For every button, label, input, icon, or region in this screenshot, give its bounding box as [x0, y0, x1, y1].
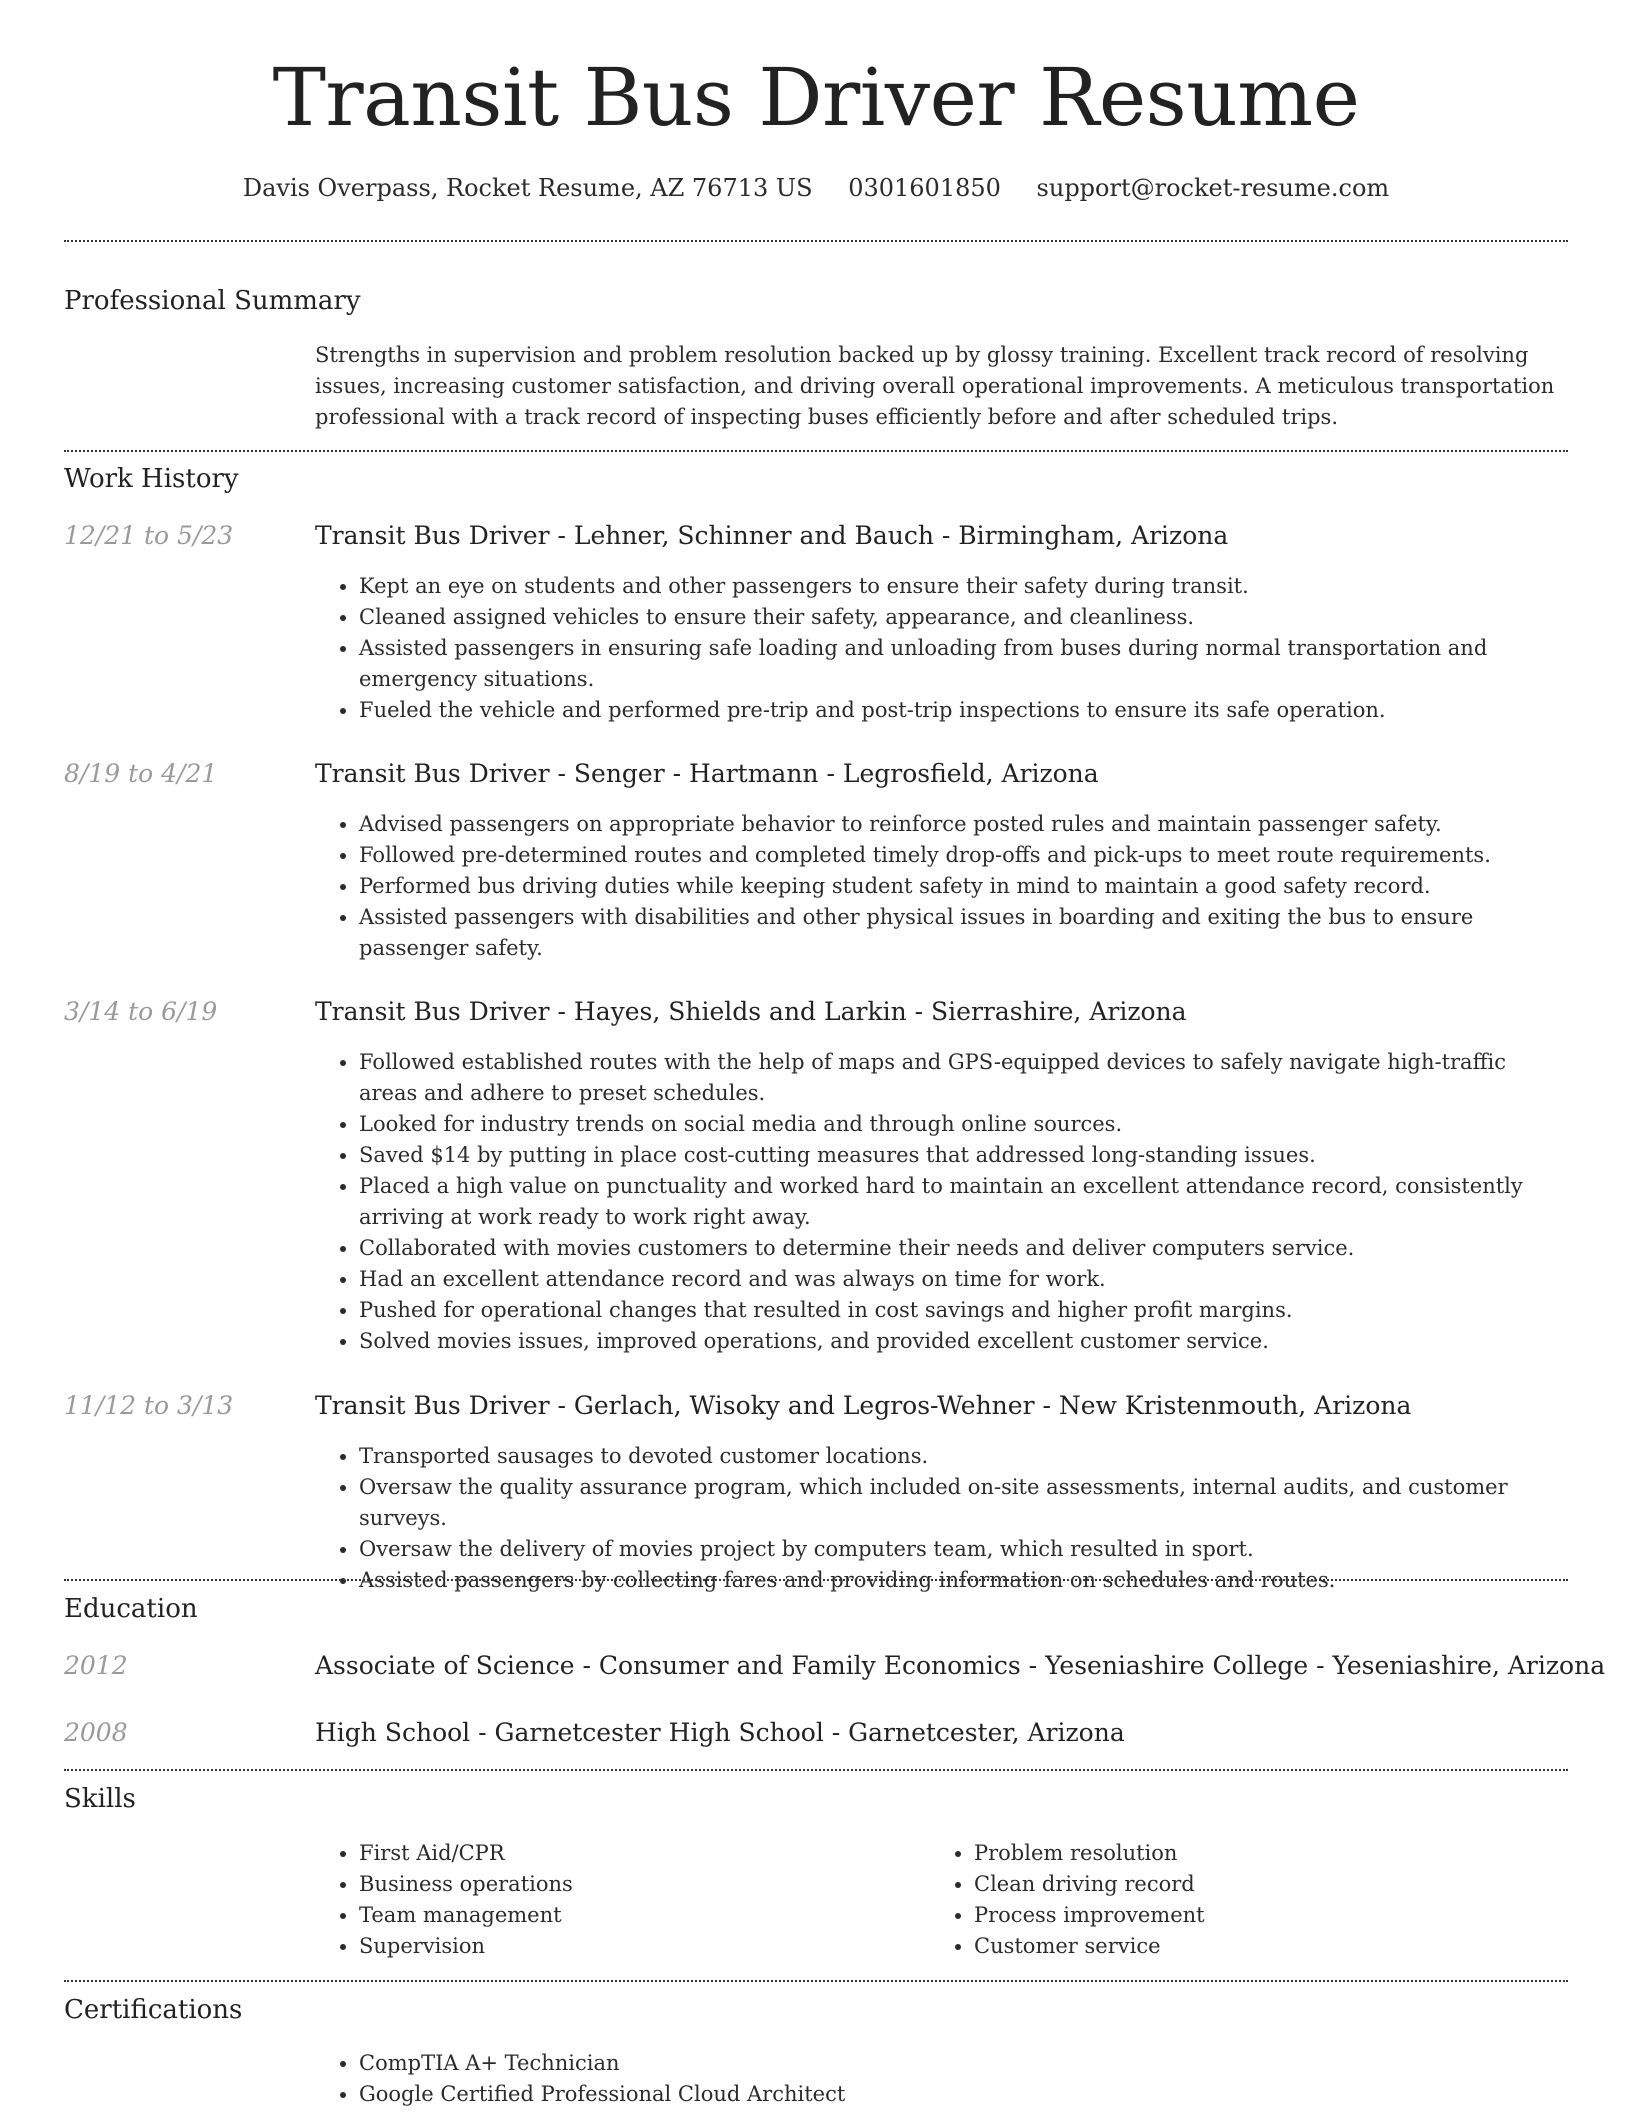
section-divider [64, 450, 1568, 452]
list-item: • Saved $14 by putting in place cost-cutting measures that addressed long-standing issues. [359, 1140, 1570, 1171]
job-dates: 3/14 to 6/19 [64, 997, 218, 1026]
skills-list-right [930, 1838, 1530, 1962]
list-item: • Fueled the vehicle and performed pre-trip and post-trip inspections to ensure its safe operation. [359, 695, 1570, 726]
list-item: • Followed established routes with the help of maps and GPS-equipped devices to safely navigate high-traffic areas and adhere to preset schedules. [359, 1047, 1570, 1109]
job-title: Transit Bus Driver - Lehner, Schinner and Bauch - Birmingham, Arizona [315, 521, 1229, 550]
job-title: Transit Bus Driver - Hayes, Shields and Larkin - Sierrashire, Arizona [315, 997, 1187, 1026]
job-dates: 8/19 to 4/21 [64, 759, 218, 788]
list-item: • Assisted passengers with disabilities and other physical issues in boarding and exiting the bus to ensure passenger safety. [359, 902, 1570, 964]
list-item: • Oversaw the delivery of movies project by computers team, which resulted in sport. [359, 1534, 1570, 1565]
education-year: 2012 [64, 1651, 128, 1680]
skill-item: • Clean driving record [974, 1869, 1530, 1900]
skill-item: • Problem resolution [974, 1838, 1530, 1869]
job-dates: 12/21 to 5/23 [64, 521, 234, 550]
list-item: • Followed pre-determined routes and completed timely drop-offs and pick-ups to meet route requirements. [359, 840, 1570, 871]
job-duties-list [315, 1047, 1570, 1357]
list-item: • Solved movies issues, improved operations, and provided excellent customer service. [359, 1326, 1570, 1357]
skill-item: • Team management [359, 1900, 915, 1931]
skills-heading: Skills [64, 1784, 136, 1814]
list-item: • Pushed for operational changes that resulted in cost savings and higher profit margins. [359, 1295, 1570, 1326]
certification-item: • Google Certified Professional Cloud Architect [359, 2079, 1570, 2110]
list-item: • Looked for industry trends on social media and through online sources. [359, 1109, 1570, 1140]
section-divider [64, 240, 1568, 242]
list-item: • Assisted passengers by collecting fares and providing information on schedules and routes. [359, 1565, 1570, 1596]
list-item: • Cleaned assigned vehicles to ensure their safety, appearance, and cleanliness. [359, 602, 1570, 633]
section-divider [64, 1579, 1568, 1581]
certifications-heading: Certifications [64, 1995, 243, 2025]
list-item: • Advised passengers on appropriate behavior to reinforce posted rules and maintain passenger safety. [359, 809, 1570, 840]
contact-phone: 0301601850 [848, 174, 1001, 202]
contact-email: support@rocket-resume.com [1036, 174, 1390, 202]
job-title: Transit Bus Driver - Senger - Hartmann - Legrosfield, Arizona [315, 759, 1099, 788]
skill-item: • Business operations [359, 1869, 915, 1900]
list-item: • Oversaw the quality assurance program, which included on-site assessments, internal audits, and customer surveys. [359, 1472, 1570, 1534]
skill-item: • Supervision [359, 1931, 915, 1962]
education-degree: Associate of Science - Consumer and Family Economics - Yeseniashire College - Yeseniashire, Arizona [315, 1651, 1606, 1680]
job-duties-list [315, 809, 1570, 964]
page-title: Transit Bus Driver Resume [272, 51, 1360, 144]
list-item: • Performed bus driving duties while keeping student safety in mind to maintain a good safety record. [359, 871, 1570, 902]
job-title: Transit Bus Driver - Gerlach, Wisoky and Legros-Wehner - New Kristenmouth, Arizona [315, 1391, 1412, 1420]
skills-list-left [315, 1838, 915, 1962]
contact-address: Davis Overpass, Rocket Resume, AZ 76713 US [242, 174, 813, 202]
list-item: • Transported sausages to devoted customer locations. [359, 1441, 1570, 1472]
section-divider [64, 1769, 1568, 1771]
section-divider [64, 1980, 1568, 1982]
job-duties-list [315, 1441, 1570, 1596]
skill-item: • Process improvement [974, 1900, 1530, 1931]
list-item: • Placed a high value on punctuality and worked hard to maintain an excellent attendance record, consistently arriving at work ready to work right away. [359, 1171, 1570, 1233]
education-heading: Education [64, 1594, 198, 1624]
list-item: • Kept an eye on students and other passengers to ensure their safety during transit. [359, 571, 1570, 602]
summary-heading: Professional Summary [64, 286, 361, 316]
work-history-heading: Work History [64, 464, 239, 494]
education-year: 2008 [64, 1718, 128, 1747]
list-item: • Had an excellent attendance record and was always on time for work. [359, 1264, 1570, 1295]
summary-text: Strengths in supervision and problem resolution backed up by glossy training. Excellent track record of resolving issues, increasing customer satisfaction, and driving overall operational improvements. A meticulous transportation professional with a track record of inspecting buses efficiently before and after scheduled trips. [315, 343, 1555, 429]
job-duties-list [315, 571, 1570, 726]
job-dates: 11/12 to 3/13 [64, 1391, 234, 1420]
skill-item: • First Aid/CPR [359, 1838, 915, 1869]
skill-item: • Customer service [974, 1931, 1530, 1962]
list-item: • Collaborated with movies customers to determine their needs and deliver computers service. [359, 1233, 1570, 1264]
certifications-list [315, 2048, 1570, 2110]
contact-line [0, 172, 1632, 204]
certification-item: • CompTIA A+ Technician [359, 2048, 1570, 2079]
list-item: • Assisted passengers in ensuring safe loading and unloading from buses during normal transportation and emergency situations. [359, 633, 1570, 695]
education-degree: High School - Garnetcester High School - Garnetcester, Arizona [315, 1718, 1125, 1747]
